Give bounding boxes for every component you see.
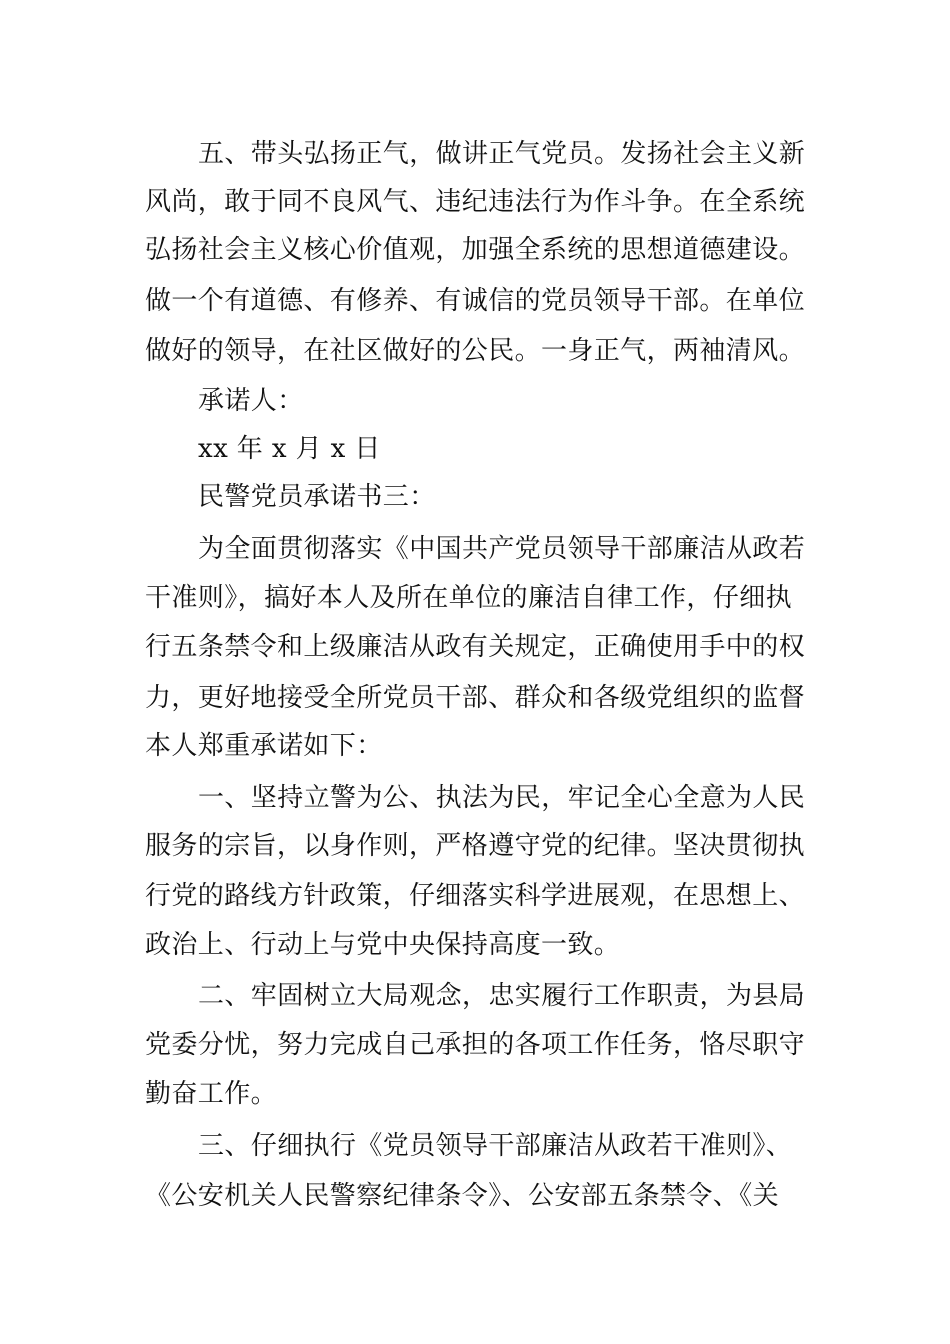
text-line: 行党的路线方针政策，仔细落实科学进展观，在思想上、 [145, 881, 806, 911]
text-line: 二、牢固树立大局观念，忠实履行工作职责，为县局 [198, 981, 806, 1011]
text-line: 做一个有道德、有修养、有诚信的党员领导干部。在单位 [145, 286, 806, 316]
text-line: 五、带头弘扬正气，做讲正气党员。发扬社会主义新 [198, 139, 806, 169]
text-line: 力，更好地接受全所党员干部、群众和各级党组织的监督 [145, 683, 806, 713]
text-line: 为全面贯彻落实《中国共产党员领导干部廉洁从政若 [198, 534, 806, 564]
section-heading: 民警党员承诺书三： [198, 482, 436, 512]
date-line: xx 年 x 月 x 日 [198, 434, 381, 464]
text-line: 三、仔细执行《党员领导干部廉洁从政若干准则》、 [198, 1131, 793, 1161]
text-line: 服务的宗旨，以身作则，严格遵守党的纪律。坚决贯彻执 [145, 831, 806, 861]
text-line: 一、坚持立警为公、执法为民，牢记全心全意为人民 [198, 783, 806, 813]
text-line: 行五条禁令和上级廉洁从政有关规定，正确使用手中的权 [145, 632, 806, 662]
signature-label: 承诺人： [198, 386, 304, 416]
text-line: 《公安机关人民警察纪律条令》、公安部五条禁令、《关 [145, 1181, 780, 1211]
text-line: 干准则》，搞好本人及所在单位的廉洁自律工作，仔细执 [145, 583, 793, 613]
text-line: 政治上、行动上与党中央保持高度一致。 [145, 930, 621, 960]
text-line: 党委分忧，努力完成自己承担的各项工作任务，恪尽职守 [145, 1030, 806, 1060]
text-line: 风尚，敢于同不良风气、违纪违法行为作斗争。在全系统 [145, 187, 806, 217]
text-line: 做好的领导，在社区做好的公民。一身正气，两袖清风。 [145, 336, 806, 366]
text-line: 勤奋工作。 [145, 1079, 278, 1109]
text-line: 弘扬社会主义核心价值观，加强全系统的思想道德建设。 [145, 235, 806, 265]
text-line: 本人郑重承诺如下： [145, 731, 383, 761]
